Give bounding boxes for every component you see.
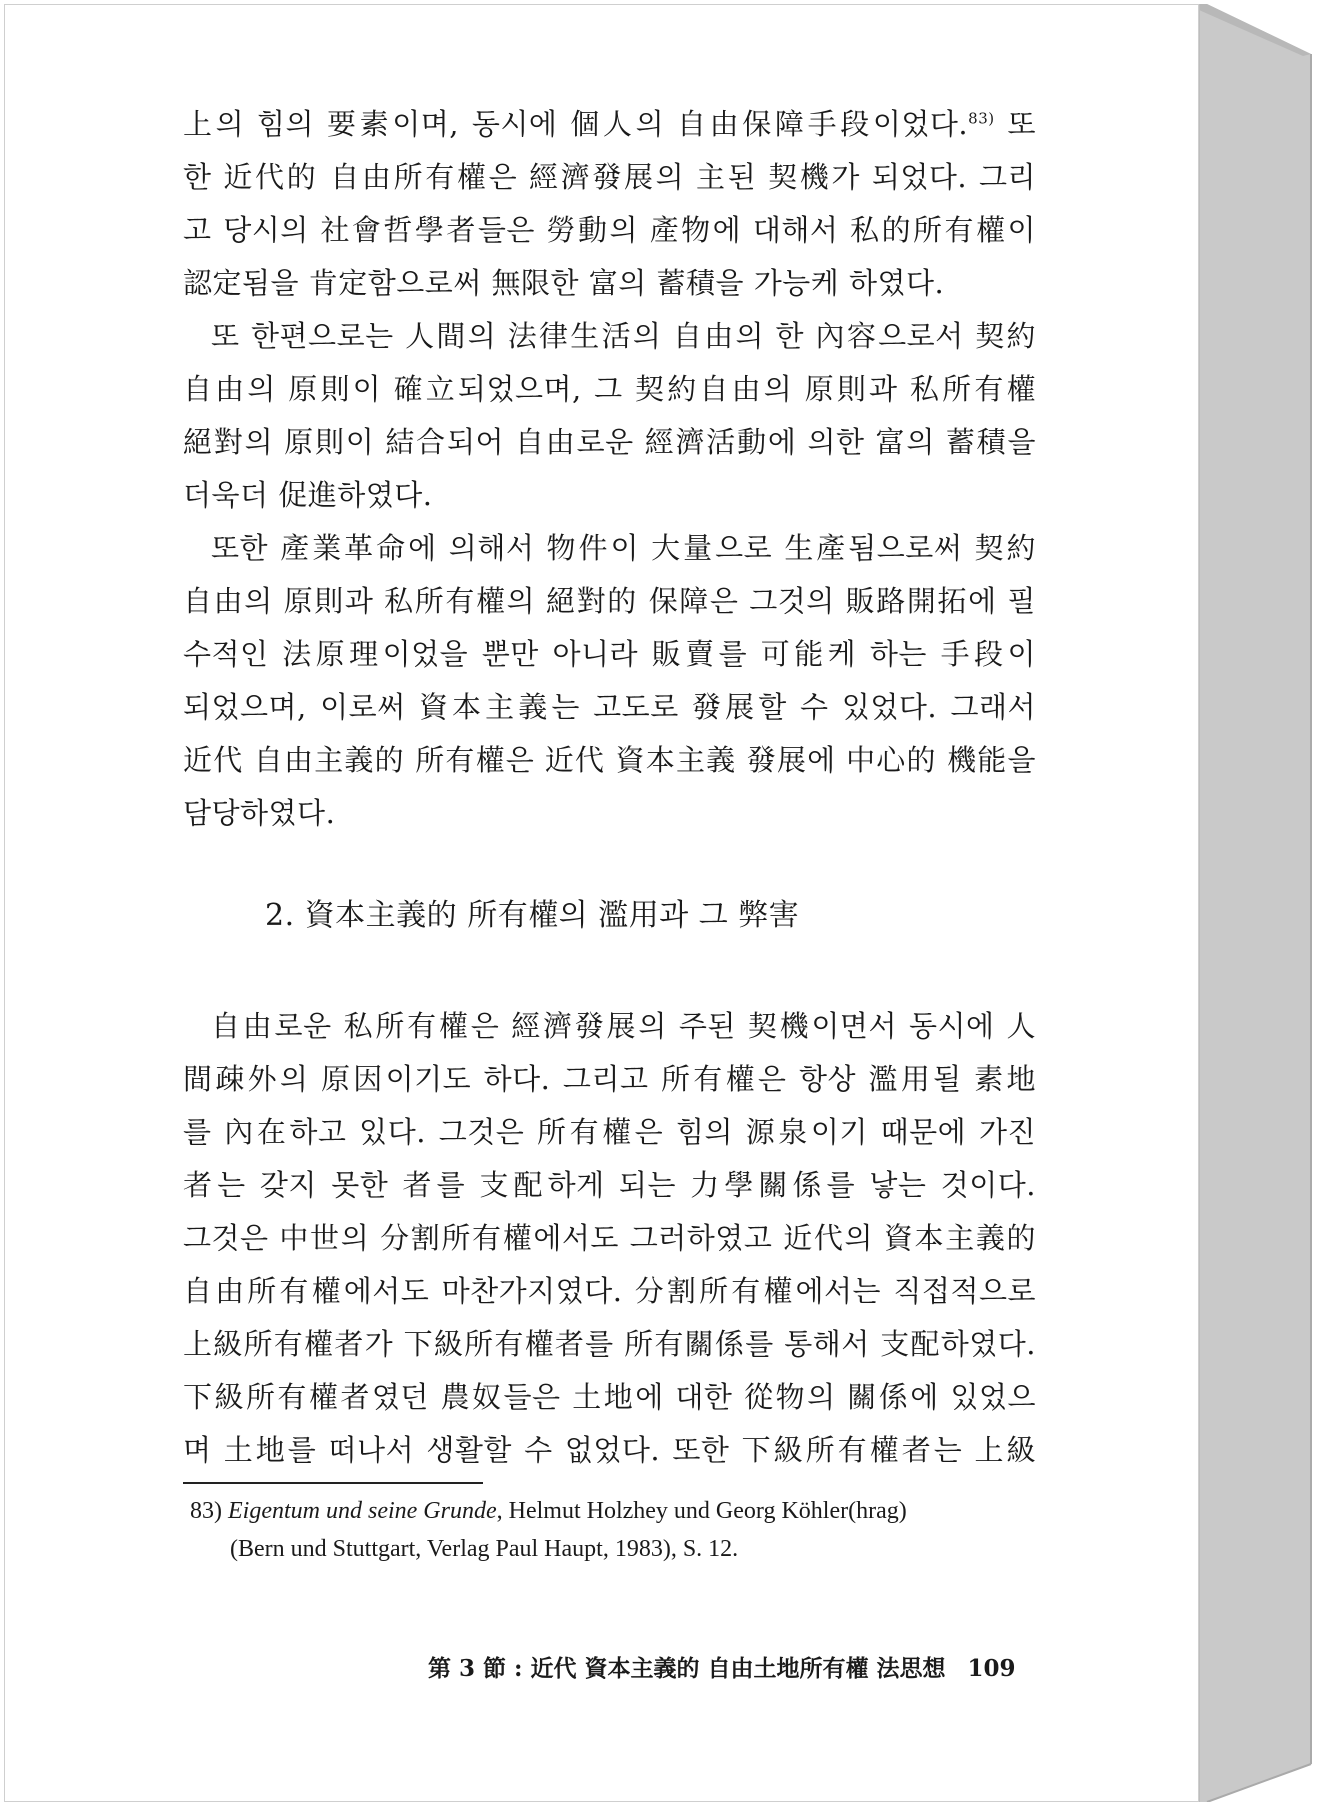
text-line: 담당하였다.: [183, 796, 336, 830]
paragraph-3: [183, 522, 1036, 840]
text-line: 間疎外의 原因이기도 하다. 그리고 所有權은 항상 濫用될 素地: [183, 1062, 1036, 1096]
text-line: 더욱더 促進하였다.: [183, 478, 433, 512]
text-line: 수적인 法原理이었을 뿐만 아니라 販賣를 可能케 하는 手段이: [183, 637, 1036, 671]
text-line: 自由所有權에서도 마찬가지였다. 分割所有權에서는 직접적으로: [183, 1274, 1036, 1308]
footnote-authors: , Helmut Holzhey und Georg Köhler(hrag): [496, 1498, 907, 1524]
footnote-reference: 83): [968, 109, 995, 128]
chapter-section-title: 第 3 節 : 近代 資本主義的 自由土地所有權 法思想: [428, 1655, 946, 1682]
footnote: [190, 1492, 1040, 1568]
paragraph-4: [183, 1000, 1036, 1477]
text-line: 또한 產業革命에 의해서 物件이 大量으로 生產됨으로써 契約: [211, 531, 1036, 565]
text-line: 를 內在하고 있다. 그것은 所有權은 힘의 源泉이기 때문에 가진: [183, 1115, 1036, 1149]
text-line: 그것은 中世의 分割所有權에서도 그러하였고 近代의 資本主義的: [183, 1221, 1036, 1255]
text-line: 自由의 原則이 確立되었으며, 그 契約自由의 原則과 私所有權: [183, 372, 1036, 406]
text-line: 며 土地를 떠나서 생활할 수 없었다. 또한 下級所有權者는 上級: [183, 1433, 1036, 1467]
paragraph-2: [183, 310, 1036, 522]
text-line: 近代 自由主義的 所有權은 近代 資本主義 發展에 中心的 機能을: [183, 743, 1036, 777]
page-number: 109: [967, 1655, 1016, 1682]
text-line: 者는 갖지 못한 者를 支配하게 되는 力學關係를 낳는 것이다.: [183, 1168, 1036, 1202]
footnote-cited-title: Eigentum und seine Grunde: [228, 1498, 497, 1524]
body-text-bottom: [183, 1000, 1036, 1477]
paragraph-1: [183, 98, 1036, 310]
footnote-publication: (Bern und Stuttgart, Verlag Paul Haupt, 1983), S. 12.: [230, 1536, 739, 1562]
running-footer: [428, 1650, 1016, 1683]
text-line: 絕對의 原則이 結合되어 自由로운 經濟活動에 의한 富의 蓄積을: [183, 425, 1036, 459]
footnote-divider: [183, 1482, 483, 1484]
text-line: 上의 힘의 要素이며, 동시에 個人의 自由保障手段이었다.$^{83)}$ 또: [183, 107, 1036, 141]
text-line: 고 당시의 社會哲學者들은 勞動의 產物에 대해서 私的所有權이: [183, 213, 1036, 247]
text-line: 上級所有權者가 下級所有權者를 所有關係를 통해서 支配하였다.: [183, 1327, 1036, 1361]
body-text-top: [183, 98, 1036, 840]
text-line: 下級所有權者였던 農奴들은 土地에 대한 從物의 關係에 있었으: [183, 1380, 1036, 1414]
section-heading: 2. 資本主義的 所有權의 濫用과 그 弊害: [265, 898, 800, 933]
footnote-number: 83): [190, 1498, 222, 1524]
text-line: 되었으며, 이로써 資本主義는 고도로 發展할 수 있었다. 그래서: [183, 690, 1036, 724]
text-line: 한 近代的 自由所有權은 經濟發展의 主된 契機가 되었다. 그리: [183, 160, 1036, 194]
text-line: 또 한편으로는 人間의 法律生活의 自由의 한 內容으로서 契約: [211, 319, 1036, 353]
text-line: 自由로운 私所有權은 經濟發展의 주된 契機이면서 동시에 人: [211, 1009, 1036, 1043]
text-line: 認定됨을 肯定함으로써 無限한 富의 蓄積을 가능케 하였다.: [183, 266, 945, 300]
book-edge: [1199, 4, 1319, 1802]
text-line: 自由의 原則과 私所有權의 絕對的 保障은 그것의 販路開拓에 필: [183, 584, 1036, 618]
